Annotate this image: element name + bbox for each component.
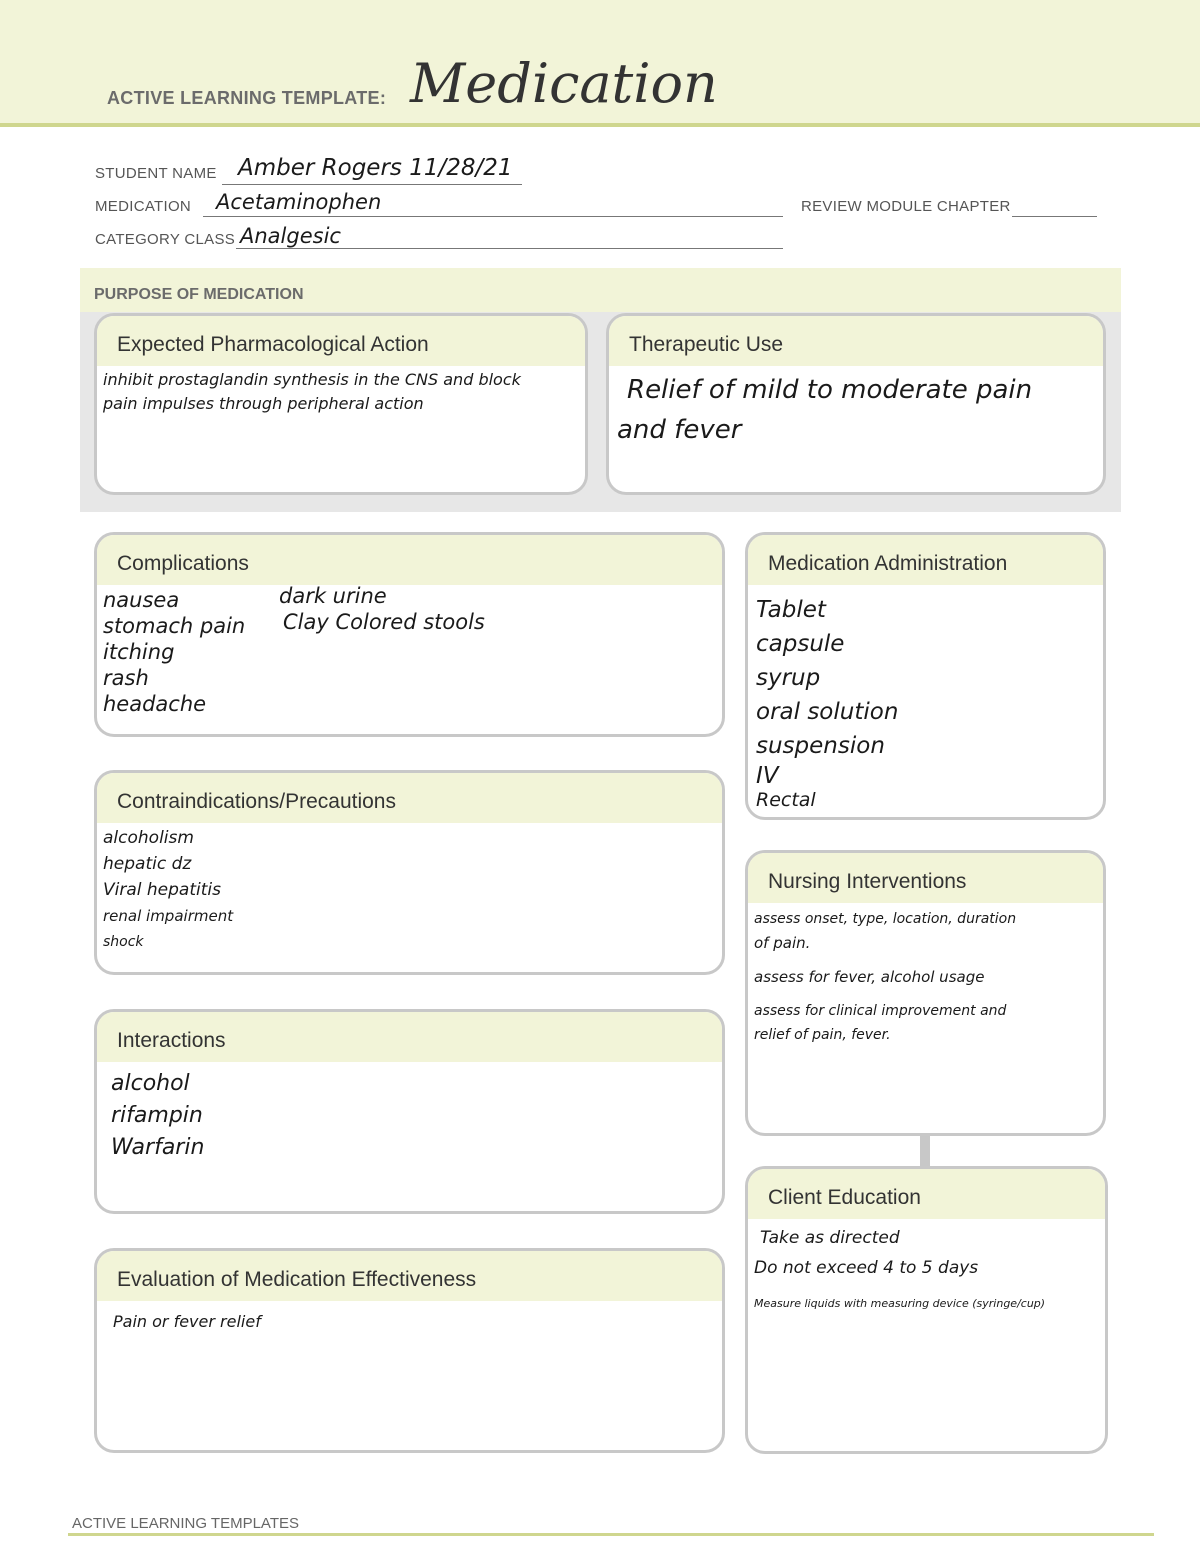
medication-label: MEDICATION — [95, 198, 192, 215]
nursing-item: of pain. — [754, 934, 811, 952]
review-module-label: REVIEW MODULE CHAPTER — [801, 198, 1011, 215]
therapeutic-use-title: Therapeutic Use — [609, 316, 1103, 366]
expected-action-line: pain impulses through peripheral action — [103, 394, 424, 413]
administration-item: IV — [756, 763, 779, 789]
contraindication-item: shock — [103, 934, 144, 950]
evaluation-box — [94, 1248, 725, 1453]
administration-item: Tablet — [756, 597, 826, 623]
education-title: Client Education — [748, 1169, 1105, 1219]
expected-action-title: Expected Pharmacological Action — [97, 316, 585, 366]
nursing-item: assess for clinical improvement and — [754, 1003, 1007, 1019]
category-class-value[interactable]: Analgesic — [240, 224, 341, 248]
administration-item: capsule — [756, 631, 845, 657]
administration-item: oral solution — [756, 699, 899, 725]
evaluation-content[interactable] — [97, 1301, 722, 1335]
contraindication-item: hepatic dz — [103, 854, 192, 874]
box-connector — [920, 1134, 930, 1166]
template-title: Medication — [410, 52, 718, 115]
administration-item: syrup — [756, 665, 821, 691]
complication-item: itching — [103, 640, 175, 664]
interactions-content[interactable] — [97, 1062, 722, 1164]
education-item: Take as directed — [760, 1228, 900, 1248]
interactions-box — [94, 1009, 725, 1214]
therapeutic-use-content[interactable] — [609, 366, 1103, 450]
complication-item: Clay Colored stools — [283, 610, 485, 634]
expected-action-content[interactable] — [97, 366, 585, 416]
header-divider — [0, 123, 1200, 127]
administration-content[interactable] — [748, 585, 1103, 811]
contraindication-item: renal impairment — [103, 907, 234, 925]
review-module-line — [1012, 216, 1097, 217]
complication-item: stomach pain — [103, 614, 246, 638]
complication-item: dark urine — [279, 584, 387, 608]
education-item: Measure liquids with measuring device (syringe/cup) — [754, 1297, 1046, 1310]
nursing-item: assess onset, type, location, duration — [754, 911, 1017, 927]
nursing-box — [745, 850, 1106, 1136]
interaction-item: rifampin — [111, 1103, 203, 1128]
complication-item: headache — [103, 692, 207, 716]
therapeutic-use-line: Relief of mild to moderate pain — [627, 375, 1033, 405]
education-content[interactable] — [748, 1219, 1105, 1319]
student-name-label: STUDENT NAME — [95, 165, 217, 182]
complication-item: rash — [103, 666, 149, 690]
expected-action-box — [94, 313, 588, 495]
template-label: ACTIVE LEARNING TEMPLATE: — [107, 88, 387, 108]
contraindications-title: Contraindications/Precautions — [97, 773, 722, 823]
education-item: Do not exceed 4 to 5 days — [754, 1258, 979, 1278]
interaction-item: Warfarin — [111, 1135, 205, 1160]
interactions-title: Interactions — [97, 1012, 722, 1062]
evaluation-title: Evaluation of Medication Effectiveness — [97, 1251, 722, 1301]
student-name-value[interactable]: Amber Rogers 11/28/21 — [238, 155, 513, 181]
contraindications-content[interactable] — [97, 823, 722, 955]
nursing-item: assess for fever, alcohol usage — [754, 968, 985, 986]
nursing-item: relief of pain, fever. — [754, 1027, 891, 1043]
administration-title: Medication Administration — [748, 535, 1103, 585]
education-box — [745, 1166, 1108, 1454]
complications-content[interactable] — [97, 584, 722, 716]
nursing-title: Nursing Interventions — [748, 853, 1103, 903]
complications-box — [94, 532, 725, 737]
student-name-line — [222, 184, 522, 185]
complication-item: nausea — [103, 588, 180, 612]
complications-column-2 — [279, 583, 485, 635]
expected-action-line: inhibit prostaglandin synthesis in the CNS and block — [103, 370, 521, 389]
administration-item: Rectal — [756, 789, 816, 811]
therapeutic-use-box — [606, 313, 1106, 495]
purpose-title: PURPOSE OF MEDICATION — [94, 286, 304, 303]
medication-value[interactable]: Acetaminophen — [216, 190, 382, 214]
contraindication-item: alcoholism — [103, 828, 194, 848]
category-class-line — [236, 248, 783, 249]
category-class-label: CATEGORY CLASS — [95, 231, 236, 248]
administration-box — [745, 532, 1106, 820]
complications-title: Complications — [97, 535, 722, 585]
evaluation-item: Pain or fever relief — [113, 1312, 261, 1331]
footer-divider — [68, 1533, 1154, 1536]
footer-label: ACTIVE LEARNING TEMPLATES — [72, 1515, 299, 1532]
therapeutic-use-line: and fever — [617, 415, 742, 445]
nursing-content[interactable] — [748, 903, 1103, 1047]
administration-item: suspension — [756, 733, 885, 759]
interaction-item: alcohol — [111, 1071, 190, 1096]
contraindication-item: Viral hepatitis — [103, 880, 221, 900]
contraindications-box — [94, 770, 725, 975]
complications-column-1 — [103, 587, 245, 717]
medication-line — [203, 216, 783, 217]
